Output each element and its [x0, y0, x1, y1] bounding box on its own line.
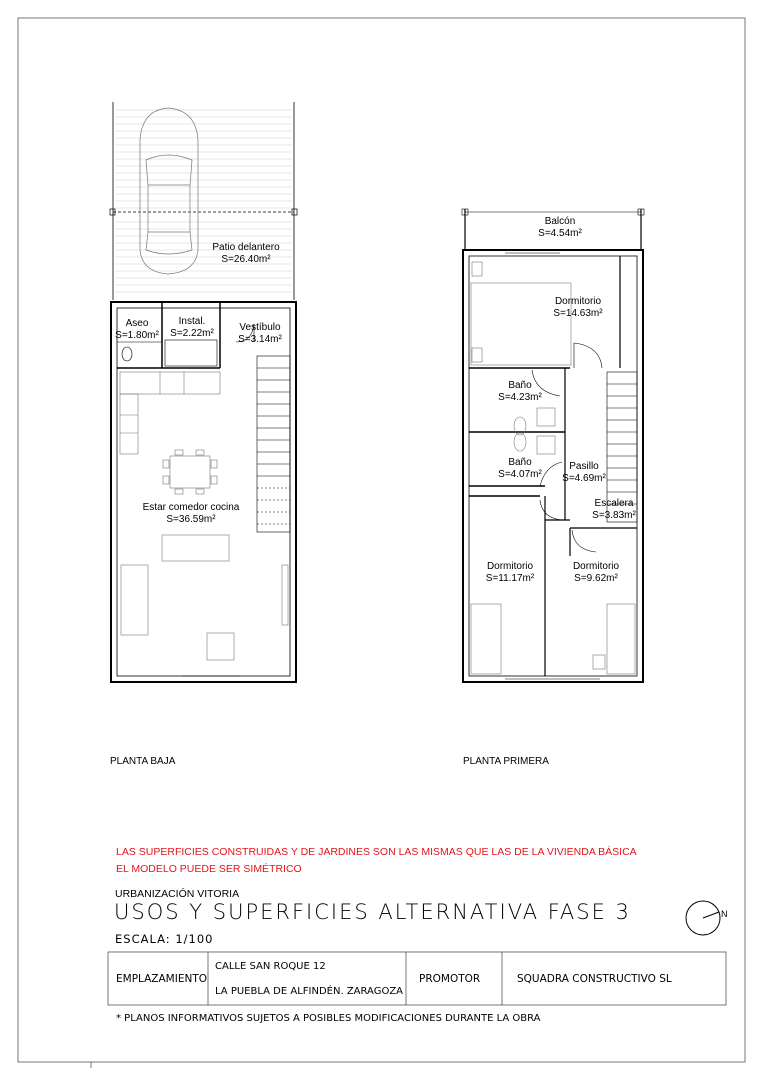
project-name: URBANIZACIÓN VITORIA [115, 888, 240, 900]
room-area: S=3.83m² [592, 510, 636, 521]
room-label-vestibulo [228, 322, 292, 346]
page-title: USOS Y SUPERFICIES ALTERNATIVA FASE 3 [114, 900, 631, 924]
caption-planta-baja: PLANTA BAJA [110, 756, 176, 767]
address-line-2: LA PUEBLA DE ALFINDÉN. ZARAGOZA [215, 986, 404, 997]
room-name: Vestíbulo [239, 322, 281, 333]
disclaimer: * PLANOS INFORMATIVOS SUJETOS A POSIBLES MODIFICACIONES DURANTE LA OBRA [116, 1013, 541, 1024]
north-label: N [721, 909, 728, 919]
room-name: Instal. [178, 316, 206, 327]
ground-floor-plan [110, 102, 297, 682]
room-name: Escalera [594, 498, 634, 509]
room-area: S=4.54m² [538, 228, 582, 239]
room-area: S=11.17m² [485, 573, 535, 584]
room-name: Dormitorio [554, 296, 602, 307]
room-label-dormitorio-3 [562, 561, 630, 585]
room-name: Dormitorio [572, 561, 620, 572]
kitchen-island [162, 535, 229, 561]
room-area: S=14.63m² [553, 308, 603, 319]
emplazamiento-label: EMPLAZAMIENTO [116, 973, 207, 985]
caption-planta-primera: PLANTA PRIMERA [463, 756, 549, 767]
room-area: S=9.62m² [574, 573, 618, 584]
room-label-estar [131, 502, 251, 526]
room-name: Patio delantero [212, 242, 280, 253]
room-label-balcon [520, 216, 600, 240]
address-line-1: CALLE SAN ROQUE 12 [215, 961, 326, 972]
room-area: S=3.14m² [238, 334, 282, 345]
north-arrow-icon [686, 901, 720, 935]
room-area: S=26.40m² [221, 254, 271, 265]
room-label-bano-2 [488, 457, 552, 481]
promotor-label: PROMOTOR [419, 973, 481, 985]
room-area: S=2.22m² [170, 328, 214, 339]
room-name: Dormitorio [486, 561, 534, 572]
room-label-bano-1 [488, 380, 552, 404]
room-area: S=1.80m² [115, 330, 159, 341]
promotor-name: SQUADRA CONSTRUCTIVO SL [517, 973, 672, 985]
dining-table-icon [163, 450, 217, 494]
room-label-patio [186, 242, 306, 266]
note-red-2: EL MODELO PUEDE SER SIMÉTRICO [116, 863, 302, 875]
room-label-pasillo [556, 461, 612, 485]
sofa [121, 565, 148, 635]
scale-label: ESCALA: 1/100 [115, 932, 214, 946]
room-area: S=36.59m² [166, 514, 216, 525]
room-name: Estar comedor cocina [142, 502, 240, 513]
note-red-1: LAS SUPERFICIES CONSTRUIDAS Y DE JARDINES SON LAS MISMAS QUE LAS DE LA VIVIENDA BÁSICA [116, 846, 637, 858]
first-floor-plan [462, 209, 644, 682]
room-area: S=4.23m² [498, 392, 542, 403]
stairs-ground [257, 356, 290, 532]
room-label-instal [164, 316, 220, 340]
room-name: Baño [508, 457, 532, 468]
kitchen-counters [120, 372, 220, 454]
room-name: Aseo [125, 318, 149, 329]
room-label-escalera [586, 498, 642, 522]
room-name: Pasillo [569, 461, 599, 472]
room-name: Baño [508, 380, 532, 391]
room-label-dormitorio-2 [476, 561, 544, 585]
room-area: S=4.69m² [562, 473, 606, 484]
room-label-dormitorio-1 [538, 296, 618, 320]
room-label-aseo [112, 318, 162, 342]
room-area: S=4.07m² [498, 469, 542, 480]
room-name: Balcón [544, 216, 576, 227]
